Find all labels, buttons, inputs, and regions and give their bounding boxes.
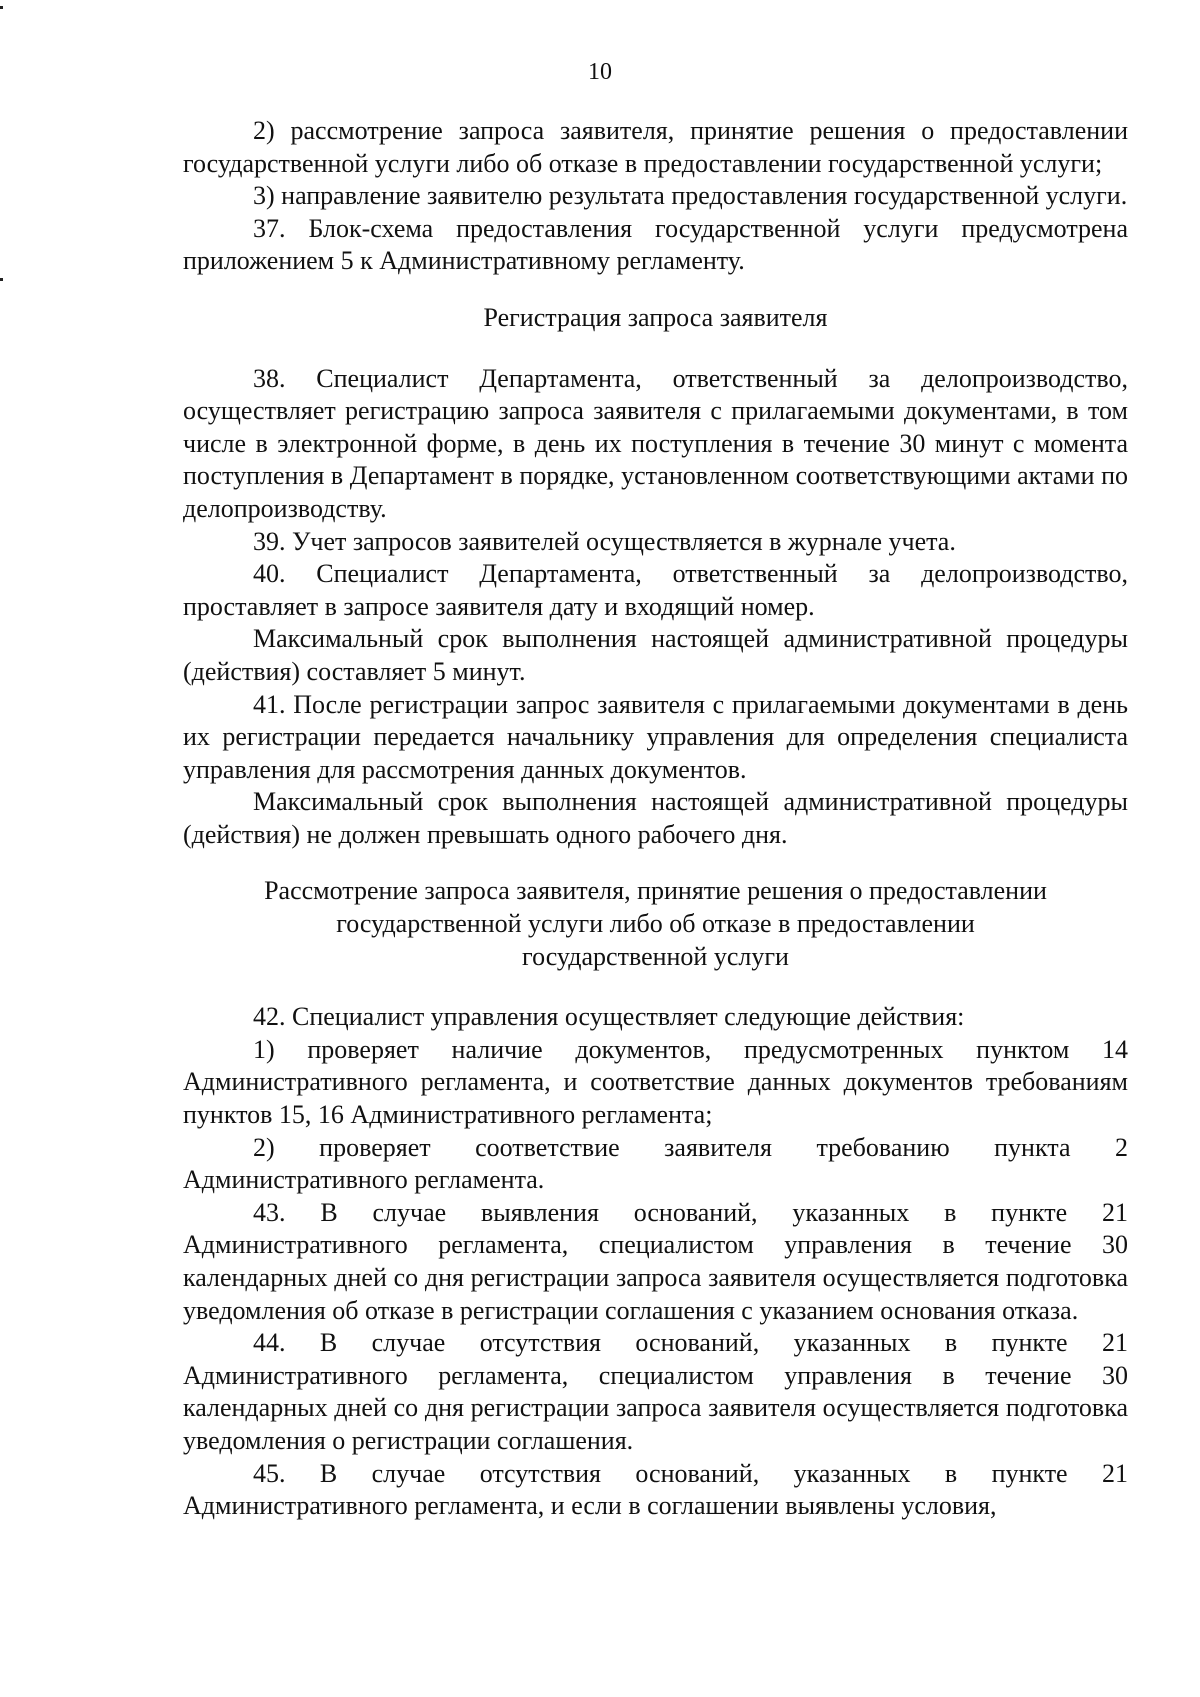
paragraph-40-term: Максимальный срок выполнения настоящей административной процедуры (действия) составляет 5 минут. [183,624,1128,686]
paragraph-44: 44. В случае отсутствия оснований, указанных в пункте 21 Административного регламента, специалистом управления в течение 30 календарных дней со дня регистрации запроса заявителя осуществляется подготовка уведомления о регистрации соглашения. [183,1328,1128,1455]
paragraph-43: 43. В случае выявления оснований, указанных в пункте 21 Административного регламента, специалистом управления в течение 30 календарных дней со дня регистрации запроса заявителя осуществляется подготовка уведомления об отказе в регистрации соглашения с указанием основания отказа. [183,1197,1128,1325]
paragraph-39: 39. Учет запросов заявителей осуществляется в журнале учета. [253,526,956,556]
section-heading-registration: Регистрация запроса заявителя [483,302,828,332]
page-number: 10 [588,59,612,85]
section-heading-line-2: государственной услуги либо об отказе в предоставлении [336,909,975,939]
paragraph-41-term: Максимальный срок выполнения настоящей административной процедуры (действия) не должен превышать одного рабочего дня. [183,787,1128,849]
paragraph-42: 42. Специалист управления осуществляет следующие действия: [253,1002,965,1032]
scan-mark-top [0,6,3,9]
paragraph-item-2: 2) рассмотрение запроса заявителя, принятие решения о предоставлении государственной услуги либо об отказе в предоставлении государственной услуги; [183,116,1128,178]
scan-mark-middle [0,278,3,281]
paragraph-38: 38. Специалист Департамента, ответственный за делопроизводство, осуществляет регистрацию запроса заявителя с прилагаемыми документами, в том числе в электронной форме, в день их поступления в течение 30 минут с момента поступления в Департамент в порядке, установленном соответствующими актами по делопроизводству. [183,363,1128,523]
paragraph-42-item-2: 2) проверяет соответствие заявителя требованию пункта 2 Административного регламента. [183,1132,1128,1195]
section-heading-line-3: государственной услуги [522,941,789,971]
paragraph-40: 40. Специалист Департамента, ответственный за делопроизводство, проставляет в запросе заявителя дату и входящий номер. [183,559,1128,621]
document-body [183,115,1128,1523]
paragraph-41: 41. После регистрации запрос заявителя с прилагаемыми документами в день их регистрации передается начальнику управления для определения специалиста управления для рассмотрения данных документов. [183,689,1128,784]
paragraph-42-item-1: 1) проверяет наличие документов, предусмотренных пунктом 14 Административного регламента, и соответствие данных документов требованиям пунктов 15, 16 Административного регламента; [183,1034,1128,1130]
section-heading-line-1: Рассмотрение запроса заявителя, принятие решения о предоставлении [264,876,1047,906]
paragraph-item-3: 3) направление заявителю результата предоставления государственной услуги. [253,181,1128,211]
paragraph-37: 37. Блок-схема предоставления государственной услуги предусмотрена приложением 5 к Административному регламенту. [183,213,1128,276]
paragraph-45: 45. В случае отсутствия оснований, указанных в пункте 21 Административного регламента, и если в соглашении выявлены условия, [183,1458,1128,1521]
section-heading-review [183,875,1128,973]
